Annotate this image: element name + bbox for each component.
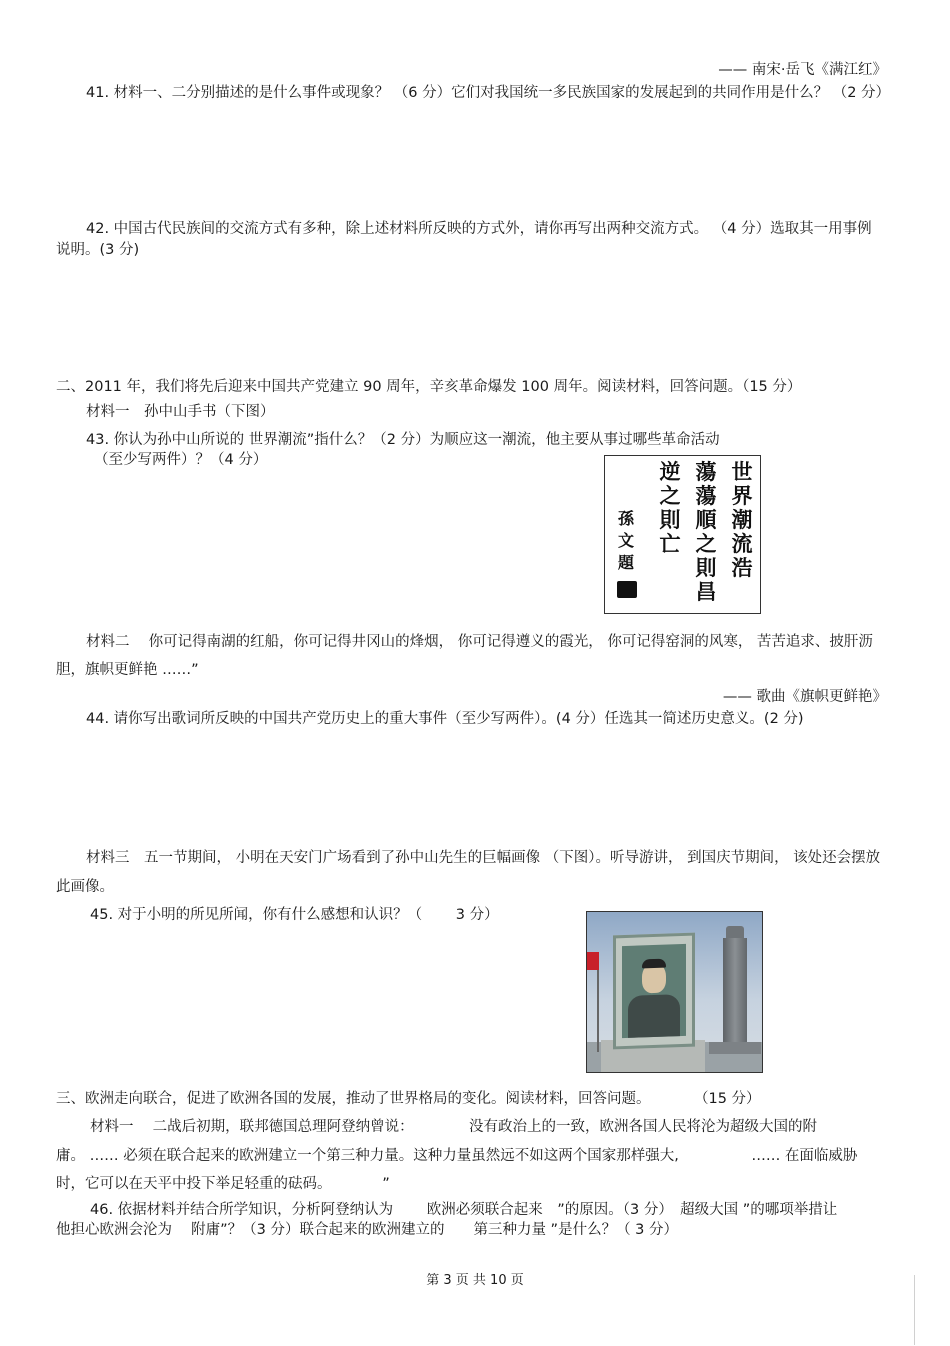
section-2-title: 二、2011 年，我们将先后迎来中国共产党建立 90 周年，辛亥革命爆发 100 周年。阅读材料，回答问题。（15 分） [56,379,802,395]
calligraphy-col-2: 蕩 蕩 順 之 則 昌 [695,459,717,604]
material-2-line2: 胆，旗帜更鲜艳 ……” [56,662,199,678]
portrait-frame [613,933,695,1050]
material-1-label: 材料一 孙中山手书（下图） [86,404,275,420]
question-46-line2: 他担心欧洲会沦为 附庸”？（3 分）联合起来的欧洲建立的 第三种力量 ”是什么？（ 3 分） [56,1222,679,1238]
question-43-line2: （至少写两件）？（4 分） [94,452,268,468]
calligraphy-signature: 孫 文 題 [617,509,634,572]
question-41: 41. 材料一、二分别描述的是什么事件或现象？ （6 分）它们对我国统一多民族国家的发展起到的共同作用是什么？ （2 分） [86,85,891,101]
calligraphy-col-1: 世 界 潮 流 浩 [731,459,753,580]
red-flag-icon [587,952,599,970]
section-3-title: 三、欧洲走向联合，促进了欧洲各国的发展，推动了世界格局的变化。阅读材料，回答问题。 （15 分） [56,1091,761,1107]
page-footer: 第 3 页 共 10 页 [426,1273,524,1288]
question-45: 45. 对于小明的所见所闻，你有什么感想和认识？（ 3 分） [90,907,499,923]
song-attribution: —— 歌曲《旗帜更鲜艳》 [722,689,887,705]
material-eu-line1: 材料一 二战后初期，联邦德国总理阿登纳曾说： 没有政治上的一致，欧洲各国人民将沦为超级大国的附 [90,1119,817,1135]
material-eu-line2: 庸。 …… 必须在联合起来的欧洲建立一个第三种力量。这种力量虽然远不如这两个国家那样强大, …… 在面临威胁 [56,1148,858,1164]
sun-yatsen-calligraphy [604,455,761,614]
seal-stamp [617,581,637,598]
question-46-line1: 46. 依据材料并结合所学知识，分析阿登纳认为 欧洲必须联合起来 ”的原因。（3 分） 超级大国 ”的哪项举措让 [90,1202,838,1218]
question-43-line1: 43. 你认为孙中山所说的 世界潮流”指什么？（2 分）为顺应这一潮流，他主要从事过哪些革命活动 [86,432,720,448]
material-eu-line3: 时，它可以在天平中投下举足轻重的砝码。 ” [56,1176,390,1192]
source-attribution: —— 南宋·岳飞《满江红》 [718,62,887,78]
scan-edge-line [914,1275,915,1345]
question-42-line1: 42. 中国古代民族间的交流方式有多种，除上述材料所反映的方式外，请你再写出两种交流方式。 （4 分）选取其一用事例 [86,221,872,237]
material-3-line2: 此画像。 [56,879,114,895]
tiananmen-portrait-photo [586,911,763,1073]
calligraphy-col-3: 逆 之 則 亡 [659,459,681,556]
question-44: 44. 请你写出歌词所反映的中国共产党历史上的重大事件（至少写两件）。(4 分）任选其一简述历史意义。(2 分) [86,711,804,727]
material-2-line1: 材料二 你可记得南湖的红船，你可记得井冈山的烽烟， 你可记得遵义的霞光， 你可记得窑洞的风寒， 苦苦追求、披肝沥 [86,634,873,650]
question-42-line2: 说明。(3 分) [56,242,140,258]
monument-icon [723,938,747,1044]
material-3-line1: 材料三 五一节期间， 小明在天安门广场看到了孙中山先生的巨幅画像 （下图）。听导游讲， 到国庆节期间， 该处还会摆放 [86,850,881,866]
